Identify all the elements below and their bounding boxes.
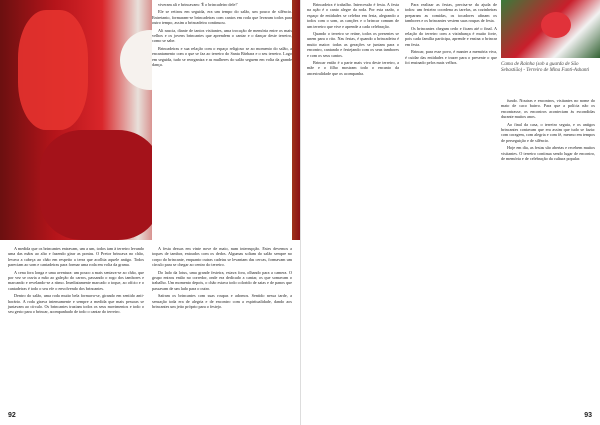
- paragraph: A cena fora longa e uma aventura: um pouco a mais sentava-se ao chão, que por vez se ouvia a mão ao galeção do carros, passando o rogo dos tambores e marcando e revelando-se a ritmo. Imediatamente marcado o toque, ao ofício e o cantadeiras é todo o seu efe o envolvendo dos brincantes.: [8, 269, 144, 291]
- right-page: [300, 0, 600, 425]
- paragraph: Ele se retirou em seguida, era um tempo do salão, um pouco de silêncio. Entretanto, formaram-se brincadeiras com cantos em roda que levaram todos para outro tempo, assim a brincadeira continuou.: [152, 9, 292, 26]
- paragraph: Brincadeiras e sua relação com o espaço religioso se ao momento do salão, a encantamento com o que se faz ao terreiro do Santa Bárbara e o seu terreiro. Logo em seguida, tudo se reorganiza e as mulheres do salão seguem em volta da grande dança.: [152, 45, 292, 68]
- paragraph: A medida que os brincantes entravam, um a um, todos iam à terreiro levando uma das mãos ao alto e fazendo girar as pontas. O Pretor brincava no chão, levava a cabeça ao chão em respeito a terra que acolhia aquele antigo. Todos pareciam ao som e cantadeiras para formar uma roda em volta da grama.: [8, 246, 144, 268]
- paragraph: A festa dessas em vinte nove de maio, num interrupção. Estes devemos a toques de tambor, entoados com os dedos. Algumas soltam do salão sempre no corpo do brincante, enquanto outras cadeias se levantam das cercas, formavam um círculo para se chegar ao centro do terreiro.: [152, 246, 292, 268]
- paragraph: Hoje em dia, as festas são abertas e recebem muitos visitantes. O terreiro continua sendo lugar de encontro, de memória e de celebração da cultura popular.: [501, 145, 595, 162]
- paragraph: viveram ali e brincavam: 'É o brincadeiro dele!': [158, 2, 238, 7]
- paragraph: Quando o terreiro se reúne, todos os presentes se unem para o rito. Nas festas, é quando a brincadeira é muito maior: todas as gerações se juntam para o encontro, cantando e festejando com os seus tambores e com os seus cantos.: [307, 31, 399, 58]
- text-column-3: [501, 98, 595, 163]
- altar-photo: [501, 0, 600, 58]
- paragraph: fundo. Noutras e encontros, visitantes no nome do mato de caco bairro. Para que a polícia não os encontrasse, os encontros aconteciam às escondidas durante muitos anos.: [501, 98, 595, 120]
- page-number: 93: [584, 412, 592, 419]
- text-column-2: [405, 2, 497, 67]
- paragraph: Brincadeira é trabalho. Intercessão é festa. A festa na ação é o canto alegre da roda. Por esta razão, o espaço de entidades se celebra em festa, alegrando a todos com o som, as canções e o brincar comum de um terreiro que vive e aprende a cada celebração.: [307, 2, 399, 29]
- paragraph: Ali nascia, diante de tantos visitantes, uma trocação de memória entre os mais velhos e os jovens brincantes que aprendem o cantar e o dançar deste terreiro, como se sabe.: [152, 27, 292, 44]
- photo-caption: Cama de Rainha (sob a guarda de São Sebastião) - Terreiro de Mina Fanti-Ashanti: [501, 62, 590, 73]
- paragraph: Saíram os brincantes com suas roupas e adornos. Sentido nessa tarde, a sensação toda era de alegria e de encontro com a espiritualidade, dando aos brincantes um jeito próprio para o festejo.: [152, 293, 292, 310]
- paragraph: Ao final da casa, o terreiro seguia, e os antigos brincantes contavam que era assim que tudo se fazia: com coragem, com alegria e com fé, mesmo em tempos de perseguição e de silêncio.: [501, 121, 595, 143]
- text-column-2: [152, 246, 292, 311]
- text-column-top: [152, 0, 292, 242]
- paragraph: Os brincantes chegam cedo e ficam até o final. A relação do terreiro com a vizinhança é muito forte, pois cada família participa, aprende e ensina o brincar em festa.: [405, 25, 497, 47]
- page-number: 92: [8, 412, 16, 419]
- text-column-1: [8, 246, 144, 317]
- paragraph: Para realizar as festas, precisa-se da ajuda de todos: um festeiro coordena as tarefas, as cozinheiras preparam as comidas, os tocadores afinam os tambores e os brincantes vestem suas roupas de festa.: [405, 2, 497, 24]
- paragraph: Dentro do salão, uma roda muito bela formava-se, girando em sentido anti-horário. A roda girava intensamente e sempre a medida que mais pessoas se juntavam ao círculo. Os brincantes traziam todos os seus movimentos e todo o seu gesto para o brincar, acompanhado de todo o cantar do terreiro.: [8, 293, 144, 315]
- paragraph: Do lado da lotus, uma grande festeira, estava fora, olhando para a camera. O grupo entrou então no corredor, onde era dedicado a cantar, os que somavam o trabalho. Um momento depois, o chão estava todo colorido de saias e de panos que passavam de um lado para o outro.: [152, 269, 292, 291]
- text-column-1: [307, 2, 399, 78]
- paragraph: Brincar, para esse povo, é manter a memória viva, é cuidar das entidades e trazer para o presente o que foi ensinado pelos mais velhos.: [405, 49, 497, 66]
- paragraph: Brincar então é a parte mais viva deste terreiro, a mãe e o filho mostram todo o encanto da ancestralidade que os acompanha.: [307, 60, 399, 76]
